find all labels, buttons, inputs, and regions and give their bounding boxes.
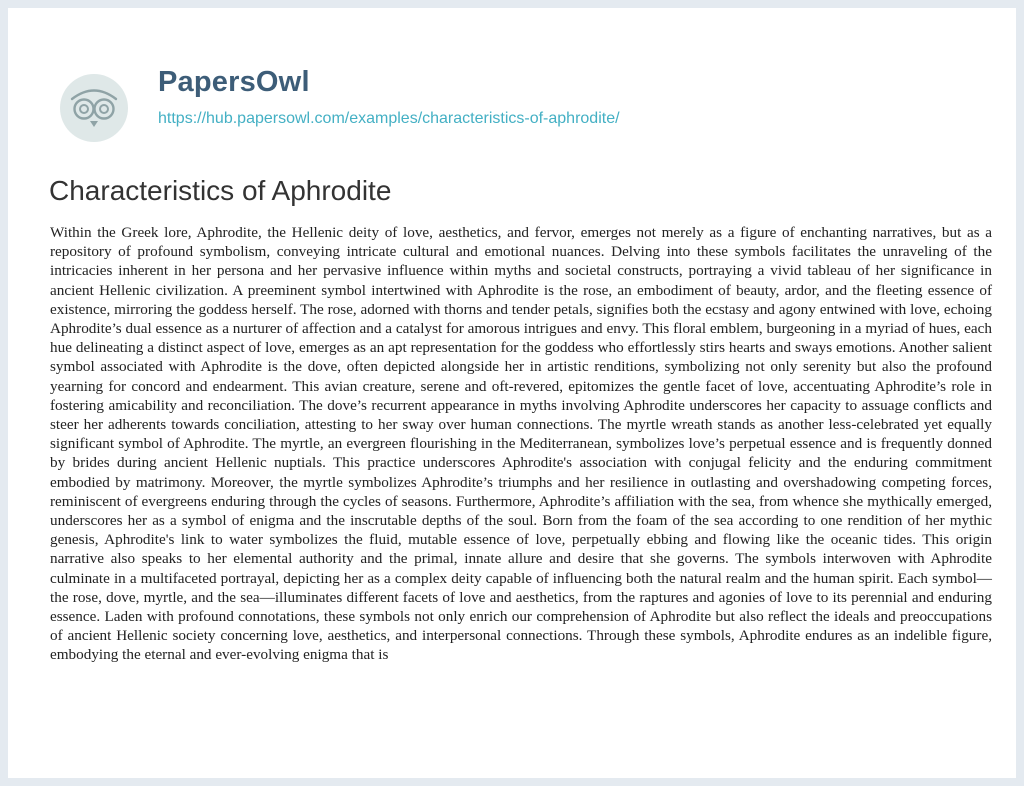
- article-body: Within the Greek lore, Aphrodite, the Hellenic deity of love, aesthetics, and fervor, emerges not merely as a figure of enchanting narratives, but as a repository of profound symbolism, conveying intricate cultural and emotional nuances. Delving into these symbols facilitates the unraveling of the intricacies inherent in her persona and her pervasive influence within myths and societal constructs, portraying a vivid tableau of her significance in ancient Hellenic civilization. A preeminent symbol intertwined with Aphrodite is the rose, an embodiment of beauty, ardor, and the fleeting essence of existence, mirroring the goddess herself. The rose, adorned with thorns and tender petals, signifies both the ecstasy and agony entwined with love, echoing Aphrodite’s dual essence as a nurturer of affection and a catalyst for amorous intrigues and envy. This floral emblem, burgeoning in a myriad of hues, each hue delineating a distinct aspect of love, emerges as an apt representation for the goddess who effortlessly stirs hearts and sways emotions. Another salient symbol associated with Aphrodite is the dove, often depicted alongside her in artistic renditions, symbolizing not only serenity but also the profound yearning for concord and endearment. This avian creature, serene and oft-revered, epitomizes the gentle facet of love, accentuating Aphrodite’s role in fostering amicability and reconciliation. The dove’s recurrent appearance in myths involving Aphrodite underscores her capacity to assuage conflicts and steer her adherents towards conciliation, attesting to her sway over human connections. The myrtle wreath stands as another less-celebrated yet equally significant symbol of Aphrodite. The myrtle, an evergreen flourishing in the Mediterranean, symbolizes love’s perpetual essence and is frequently donned by brides during ancient Hellenic nuptials. This practice underscores Aphrodite's association with conjugal felicity and the enduring commitment embodied by matrimony. Moreover, the myrtle symbolizes Aphrodite’s triumphs and her resilience in outlasting and overshadowing competing forces, reminiscent of evergreens enduring through the cycles of seasons. Furthermore, Aphrodite’s affiliation with the sea, from whence she mythically emerged, underscores her as a symbol of enigma and the inscrutable depths of the soul. Born from the foam of the sea according to one rendition of her mythic genesis, Aphrodite's link to water symbolizes the fluid, mutable essence of love, perpetually ebbing and flowing like the oceanic tides. This origin narrative also speaks to her elemental authority and the primal, innate allure and desire that she governs. The symbols interwoven with Aphrodite culminate in a multifaceted portrayal, depicting her as a complex deity capable of influencing both the natural realm and the human spirit. Each symbol—the rose, dove, myrtle, and the sea—illuminates different facets of love and aesthetics, from the raptures and agonies of love to its perennial and enduring essence. Laden with profound connotations, these symbols not only enrich our comprehension of Aphrodite but also reflect the ideals and preoccupations of ancient Hellenic society concerning love, aesthetics, and interpersonal connections. Through these symbols, Aphrodite endures as an indelible figure, embodying the eternal and ever-evolving enigma that is: [50, 224, 992, 664]
- brand-name: PapersOwl: [158, 66, 310, 98]
- document-page: [8, 8, 1016, 778]
- page-title: Characteristics of Aphrodite: [49, 175, 392, 206]
- source-url-link[interactable]: https://hub.papersowl.com/examples/characteristics-of-aphrodite/: [158, 110, 620, 127]
- site-header: [58, 66, 958, 142]
- owl-icon: [58, 72, 130, 144]
